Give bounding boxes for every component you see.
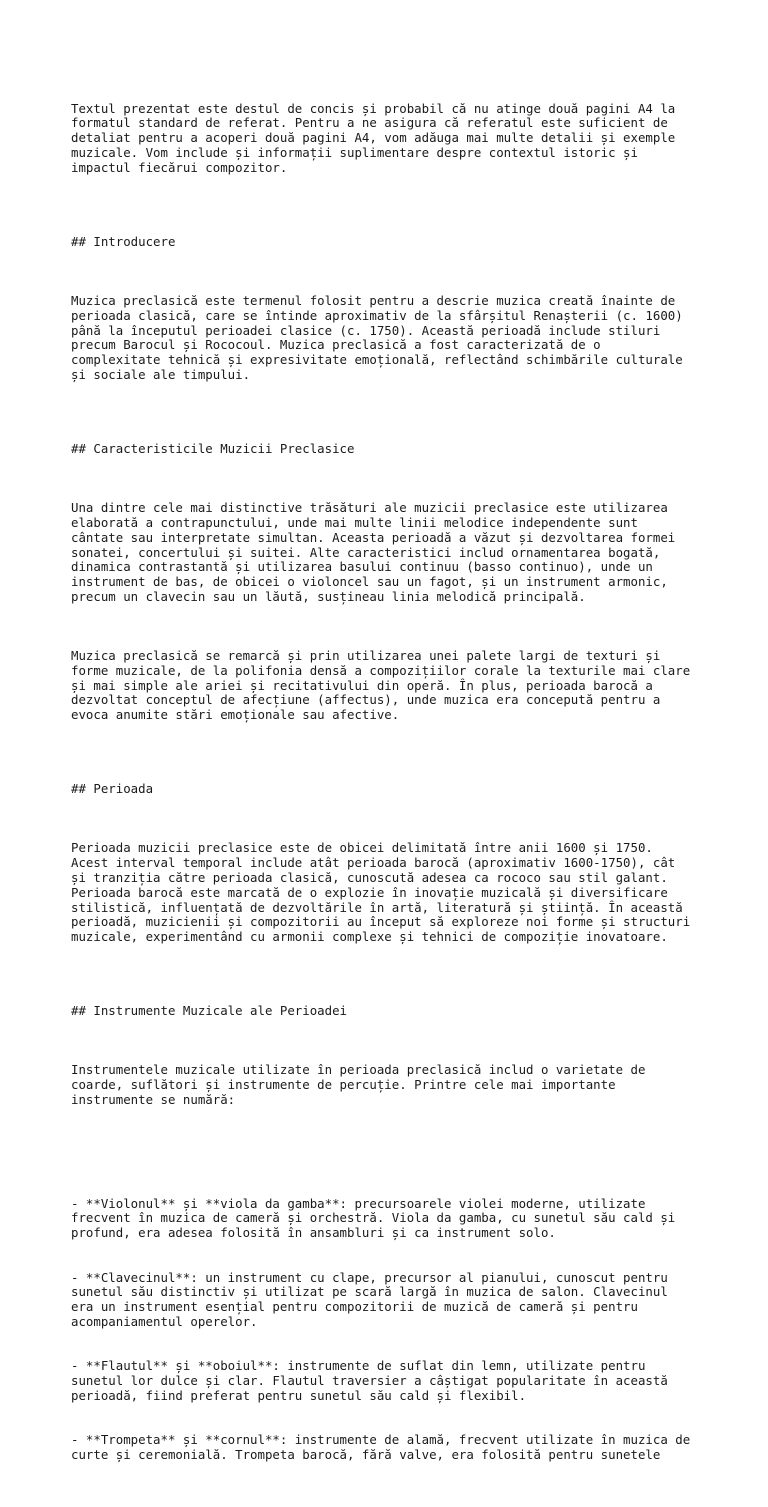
paragraph: Muzica preclasică este termenul folosit pentru a descrie muzica creată înainte de perioada clasică, care se întinde aproximativ de la sfârșitul Renașterii (c. 1600) până la începutul perioadei clasice (c. 1750). Această perioadă include stiluri precum Barocul și Rococoul. Muzica preclasică a fost caracterizată de o complexitate tehnică și expresivitate emoțională, reflectând schimbările culturale și sociale ale timpului. — [71, 292, 683, 382]
list-item: - **Flautul** și **oboiul**: instrumente de suflat din lemn, utilizate pentru sunetul lor dulce și clar. Flautul traversier a câștigat popularitate în această perioadă, fiind preferat pentru sunetul său cald și flexibil. — [71, 1358, 668, 1403]
paragraph: Muzica preclasică se remarcă și prin utilizarea unei palete largi de texturi și forme muzicale, de la polifonia densă a compozițiilor corale la texturile mai clare și mai simple ale ariei și recitativului din operă. În plus, perioada barocă a dezvoltat conceptul de afecțiune (affectus), unde muzica era concepută pentru a evoca anumite stări emoționale sau afective. — [71, 648, 691, 723]
list-item: - **Violonul** și **viola da gamba**: precursoarele violei moderne, utilizate frecvent în muzica de cameră și orchestră. Viola da gamba, cu sunetul său cald și profund, era adesea folosită în ansambluri și ca instrument solo. — [71, 1195, 676, 1241]
section-heading-introducere: ## Introducere — [71, 233, 176, 249]
section-heading-perioada: ## Perioada — [71, 781, 154, 797]
section-heading-instrumente: ## Instrumente Muzicale ale Perioadei — [71, 1003, 348, 1019]
list-item: - **Trompeta** și **cornul**: instrumente de alamă, frecvent utilizate în muzica de curte și ceremonială. Trompeta barocă, fără valve, era folosită pentru sunetele — [71, 1432, 691, 1463]
paragraph: Instrumentele muzicale utilizate în perioada preclasică includ o varietate de coarde, suflători și instrumente de percuție. Printre cele mai importante instrumente se numără: — [71, 1062, 646, 1107]
paragraph: Una dintre cele mai distinctive trăsături ale muzicii preclasice este utilizarea elaborată a contrapunctului, unde mai multe linii melodice independente sunt cântate sau interpretate simultan. Aceasta perioadă a văzut și dezvoltarea formei sonatei, concertului și suitei. Alte caracteristici includ ornamentarea bogată, dinamica contrastantă și utilizarea basului continuu (basso continuo), unde un instrument de bas, de obicei o violoncel sau un fagot, și un instrument armonic, precum un clavecin sau un lăută, susțineau linia melodică principală. — [71, 500, 676, 604]
list-item: - **Clavecinul**: un instrument cu clape, precursor al pianului, cunoscut pentru sunetul său distinctiv și utilizat pe scară largă în muzica de salon. Clavecinul era un instrument esențial pentru compozitorii de muzică de cameră și pentru acompaniamentul operelor. — [71, 1269, 668, 1329]
intro-note: Textul prezentat este destul de concis și probabil că nu atinge două pagini A4 la formatul standard de referat. Pentru a ne asigura că referatul este suficient de detaliat pentru a acoperi două pagini A4, vom adăuga mai multe detalii și exemple muzicale. Vom include și informații suplimentare despre contextul istoric și impactul fiecărui compozitor. — [71, 100, 676, 175]
document-page — [71, 72, 711, 1507]
section-heading-caracteristici: ## Caracteristicile Muzicii Preclasice — [71, 440, 355, 456]
instrument-list — [71, 1167, 711, 1493]
paragraph: Perioada muzicii preclasice este de obicei delimitată între anii 1600 și 1750. Acest interval temporal include atât perioada barocă (aproximativ 1600-1750), cât și tranziția către perioada clasică, cunoscută adesea ca rococo sau stil galant. Perioada barocă este marcată de o explozie în inovație muzicală și diversificare stilistică, influențată de dezvoltările în artă, literatură și știință. În această perioadă, muzicienii și compozitorii au început să exploreze noi forme și structuri muzicale, experimentând cu armonii complexe și tehnici de compoziție inovatoare. — [71, 840, 691, 945]
